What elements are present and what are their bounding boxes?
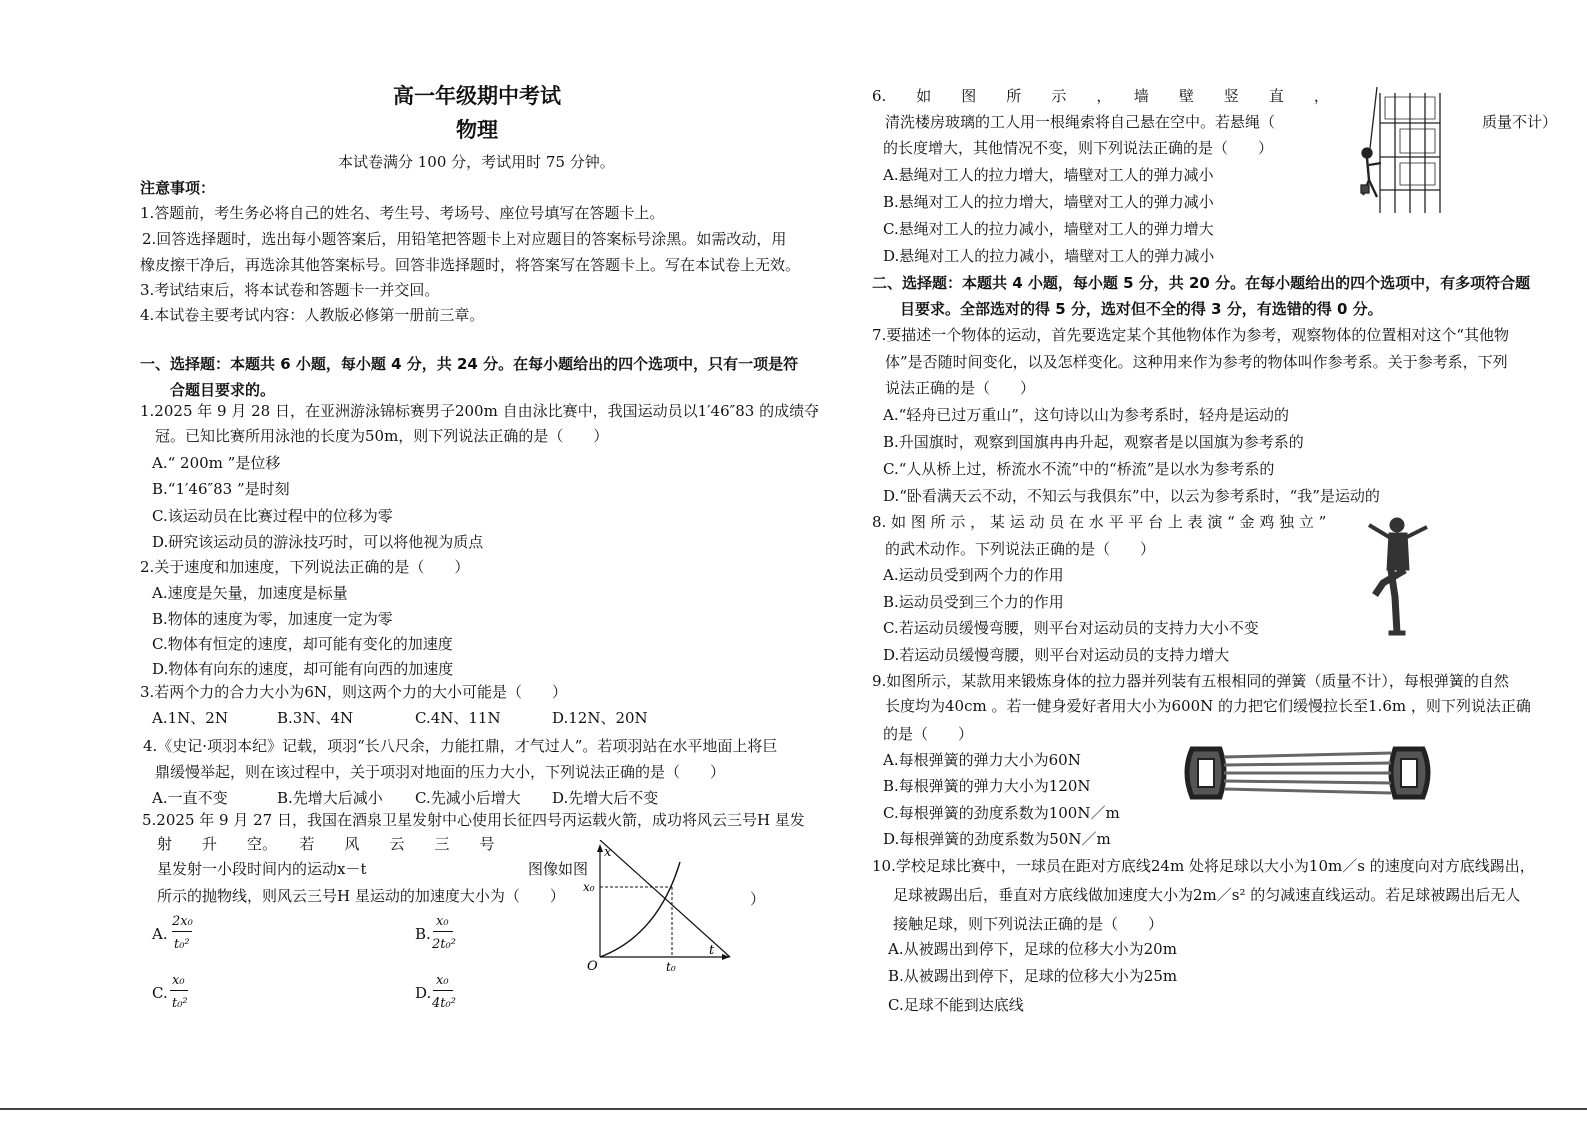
q4-stem-cont: 鼎缓慢举起，则在该过程中，关于项羽对地面的压力大小，下列说法正确的是（ ） <box>155 763 726 781</box>
q2-option-c: C.物体有恒定的速度，却可能有变化的加速度 <box>152 635 453 653</box>
q5-option-c-label: C. <box>152 984 168 1002</box>
q4-option-c: C.先减小后增大 <box>415 789 521 807</box>
q7-option-c: C.“人从桥上过，桥流水不流”中的“桥流”是以水为参考系的 <box>883 460 1275 478</box>
q5-option-b-numerator: x₀ <box>436 914 449 929</box>
q2-option-b: B.物体的速度为零，加速度一定为零 <box>152 610 393 628</box>
q10-stem-question: 接触足球，则下列说法正确的是（ ） <box>893 915 1164 933</box>
q3-option-a: A.1N、2N <box>152 709 228 727</box>
q6-option-b: B.悬绳对工人的拉力增大，墙壁对工人的弹力减小 <box>883 193 1214 211</box>
q9-option-d: D.每根弹簧的劲度系数为50N／m <box>883 830 1111 848</box>
q5-option-a-numerator: 2x₀ <box>172 914 193 929</box>
q6-stem: 6. 如 图 所 示 ， 墙 壁 竖 直 ， <box>872 87 1329 105</box>
chest-expander-figure <box>1180 735 1435 810</box>
q6-stem-cont: 清洗楼房玻璃的工人用一根绳索将自己悬在空中。若悬绳（ <box>885 113 1276 131</box>
q2-stem: 2.关于速度和加速度，下列说法正确的是（ ） <box>140 558 470 576</box>
rope <box>1369 87 1377 157</box>
page-bottom-border <box>0 1108 1587 1110</box>
q4-option-b: B.先增大后减小 <box>277 789 383 807</box>
q9-stem-question: 的是（ ） <box>883 725 974 743</box>
worker-head <box>1362 148 1372 158</box>
q5-option-d-label: D. <box>415 984 432 1002</box>
q8-stem: 8. 如 图 所 示 ， 某 运 动 员 在 水 平 平 台 上 表 演 “ 金 鸡 独 立 ” <box>872 513 1327 531</box>
q3-option-d: D.12N、20N <box>552 709 648 727</box>
q7-option-d: D.“卧看满天云不动，不知云与我俱东”中，以云为参考系时，“我”是运动的 <box>883 487 1380 505</box>
q5-option-d-numerator: x₀ <box>436 973 449 988</box>
q8-option-d: D.若运动员缓慢弯腰，则平台对运动员的支持力增大 <box>883 646 1230 664</box>
note-2-cont: 橡皮擦干净后，再选涂其他答案标号。回答非选择题时，将答案写在答题卡上。写在本试卷上无效。 <box>140 256 801 274</box>
q5-paren: ） <box>750 890 766 908</box>
note-2: 2.回答选择题时，选出每小题答案后，用铅笔把答题卡上对应题目的答案标号涂黑。如需改动，用 <box>142 230 787 248</box>
note-3: 3.考试结束后，将本试卷和答题卡一并交回。 <box>140 281 440 299</box>
section2-heading-cont: 目要求。全部选对的得 5 分，选对但不全的得 3 分，有选错的得 0 分。 <box>900 300 1383 318</box>
q4-option-a: A.一直不变 <box>152 789 228 807</box>
graph-x-label: x <box>604 845 612 860</box>
athlete-torso <box>1387 533 1409 570</box>
q8-option-b: B.运动员受到三个力的作用 <box>883 593 1064 611</box>
notes-heading: 注意事项： <box>140 179 216 197</box>
q6-option-c: C.悬绳对工人的拉力减小，墙壁对工人的弹力增大 <box>883 220 1214 238</box>
q8-option-a: A.运动员受到两个力的作用 <box>883 566 1064 584</box>
graph-origin-label: O <box>587 959 598 974</box>
q9-stem-cont: 长度均为40cm 。若一健身爱好者用大小为600N 的力把它们缓慢拉长至1.6m ，则下列说法正确 <box>885 697 1531 715</box>
q5-stem-figure: 图像如图 <box>528 860 589 878</box>
q1-stem-cont: 冠。已知比赛所用泳池的长度为50m，则下列说法正确的是（ ） <box>155 427 609 445</box>
q6-stem-question: 的长度增大，其他情况不变，则下列说法正确的是（ ） <box>883 139 1274 157</box>
q5-option-b-label: B. <box>415 925 431 943</box>
q6-option-d: D.悬绳对工人的拉力减小，墙壁对工人的弹力减小 <box>883 247 1215 265</box>
q5-option-d-fraction-bar <box>433 990 453 991</box>
q1-stem: 1.2025 年 9 月 28 日，在亚洲游泳锦标赛男子200m 自由泳比赛中，我国运动员以1′46″83 的成绩夺 <box>140 402 820 420</box>
graph-t-label: t <box>709 943 715 958</box>
q7-stem-question: 说法正确的是（ ） <box>885 379 1036 397</box>
q1-option-d: D.研究该运动员的游泳技巧时，可以将他视为质点 <box>152 533 484 551</box>
q9-option-b: B.每根弹簧的弹力大小为120N <box>883 777 1091 795</box>
q6-option-a: A.悬绳对工人的拉力增大，墙壁对工人的弹力减小 <box>883 166 1214 184</box>
q1-option-b: B.“1′46″83 ”是时刻 <box>152 480 290 498</box>
q7-stem-cont: 体”是否随时间变化，以及怎样变化。这种用来作为参考的物体叫作参考系。关于参考系，下列 <box>885 353 1508 371</box>
athlete-foot <box>1389 631 1405 635</box>
q7-stem: 7.要描述一个物体的运动，首先要选定某个其他物体作为参考，观察物体的位置相对这个“其他物 <box>872 326 1509 344</box>
q1-option-a: A.“ 200m ”是位移 <box>152 454 281 472</box>
graph-t0-label: t₀ <box>666 960 676 974</box>
q8-option-c: C.若运动员缓慢弯腰，则平台对运动员的支持力大小不变 <box>883 619 1259 637</box>
q10-option-a: A.从被踢出到停下，足球的位移大小为20m <box>888 940 1177 958</box>
q5-option-c-denominator: t₀² <box>172 996 188 1011</box>
q3-option-b: B.3N、4N <box>277 709 354 727</box>
q3-stem: 3.若两个力的合力大小为6N，则这两个力的大小可能是（ ） <box>140 683 567 701</box>
q10-option-c: C.足球不能到达底线 <box>888 996 1024 1014</box>
athlete-legs <box>1375 570 1405 633</box>
note-4: 4.本试卷主要考试内容：人教版必修第一册前三章。 <box>140 306 485 324</box>
q10-stem-cont: 足球被踢出后，垂直对方底线做加速度大小为2m／s² 的匀减速直线运动。若足球被踢出后无人 <box>893 886 1521 904</box>
section1-heading: 一、选择题：本题共 6 小题，每小题 4 分，共 24 分。在每小题给出的四个选项中，只有一项是符 <box>140 355 799 373</box>
q4-option-d: D.先增大后不变 <box>552 789 659 807</box>
q5-stem-cont: 射 升 空。 若 风 云 三 号 <box>157 835 495 853</box>
q10-stem: 10.学校足球比赛中，一球员在距对方底线24m 处将足球以大小为10m／s 的速度向对方底线踢出， <box>872 857 1535 875</box>
q5-stem-graph: 星发射一小段时间内的运动x－t <box>157 860 367 878</box>
q5-option-a-fraction-bar <box>172 931 192 932</box>
q5-stem-question: 所示的抛物线，则风云三号H 星运动的加速度大小为（ ） <box>157 887 565 905</box>
xt-graph <box>580 840 740 980</box>
q5-option-c-fraction-bar <box>170 990 188 991</box>
exam-title: 高一年级期中考试 <box>393 84 561 108</box>
q5-option-a-denominator: t₀² <box>174 937 190 952</box>
section2-heading: 二、选择题：本题共 4 小题，每小题 5 分，共 20 分。在每小题给出的四个选项中，有多项符合题 <box>872 274 1531 292</box>
q5-option-d-denominator: 4t₀² <box>432 996 456 1011</box>
graph-t-arrow <box>722 954 730 960</box>
worker-bucket <box>1361 185 1369 193</box>
martial-artist-figure <box>1355 515 1445 645</box>
q2-option-d: D.物体有向东的速度，却可能有向西的加速度 <box>152 660 454 678</box>
q4-stem: 4.《史记·项羽本纪》记载，项羽“长八尺余，力能扛鼎，才气过人”。若项羽站在水平地面上将巨 <box>143 737 778 755</box>
exam-info: 本试卷满分 100 分，考试用时 75 分钟。 <box>338 153 615 171</box>
window-cleaner-figure <box>1355 85 1450 220</box>
note-1: 1.答题前，考生务必将自己的姓名、考生号、考场号、座位号填写在答题卡上。 <box>140 204 665 222</box>
section1-heading-cont: 合题目要求的。 <box>170 381 276 399</box>
q5-option-c-numerator: x₀ <box>172 973 185 988</box>
q7-option-a: A.“轻舟已过万重山”，这句诗以山为参考系时，轻舟是运动的 <box>883 406 1289 424</box>
q10-option-b: B.从被踢出到停下，足球的位移大小为25m <box>888 967 1178 985</box>
graph-x-arrow <box>597 844 603 852</box>
q8-stem-cont: 的武术动作。下列说法正确的是（ ） <box>885 540 1156 558</box>
q9-option-c: C.每根弹簧的劲度系数为100N／m <box>883 804 1120 822</box>
q5-stem: 5.2025 年 9 月 27 日，我国在酒泉卫星发射中心使用长征四号丙运载火箭，成功将风云三号H 星发 <box>142 811 805 829</box>
q1-option-c: C.该运动员在比赛过程中的位移为零 <box>152 507 393 525</box>
q9-stem: 9.如图所示，某款用来锻炼身体的拉力器并列装有五根相同的弹簧（质量不计），每根弹簧的自然 <box>872 672 1509 690</box>
q5-option-b-denominator: 2t₀² <box>432 937 456 952</box>
q3-option-c: C.4N、11N <box>415 709 501 727</box>
springs <box>1224 753 1391 793</box>
q6-stem-mass: 质量不计） <box>1482 113 1558 131</box>
subject-title: 物理 <box>456 118 498 142</box>
q5-option-b-fraction-bar <box>433 931 453 932</box>
graph-x0-label: x₀ <box>583 880 595 894</box>
athlete-head <box>1390 518 1404 532</box>
q9-option-a: A.每根弹簧的弹力大小为60N <box>883 751 1081 769</box>
q7-option-b: B.升国旗时，观察到国旗冉冉升起，观察者是以国旗为参考系的 <box>883 433 1304 451</box>
q2-option-a: A.速度是矢量，加速度是标量 <box>152 584 348 602</box>
q5-option-a-label: A. <box>152 925 168 943</box>
